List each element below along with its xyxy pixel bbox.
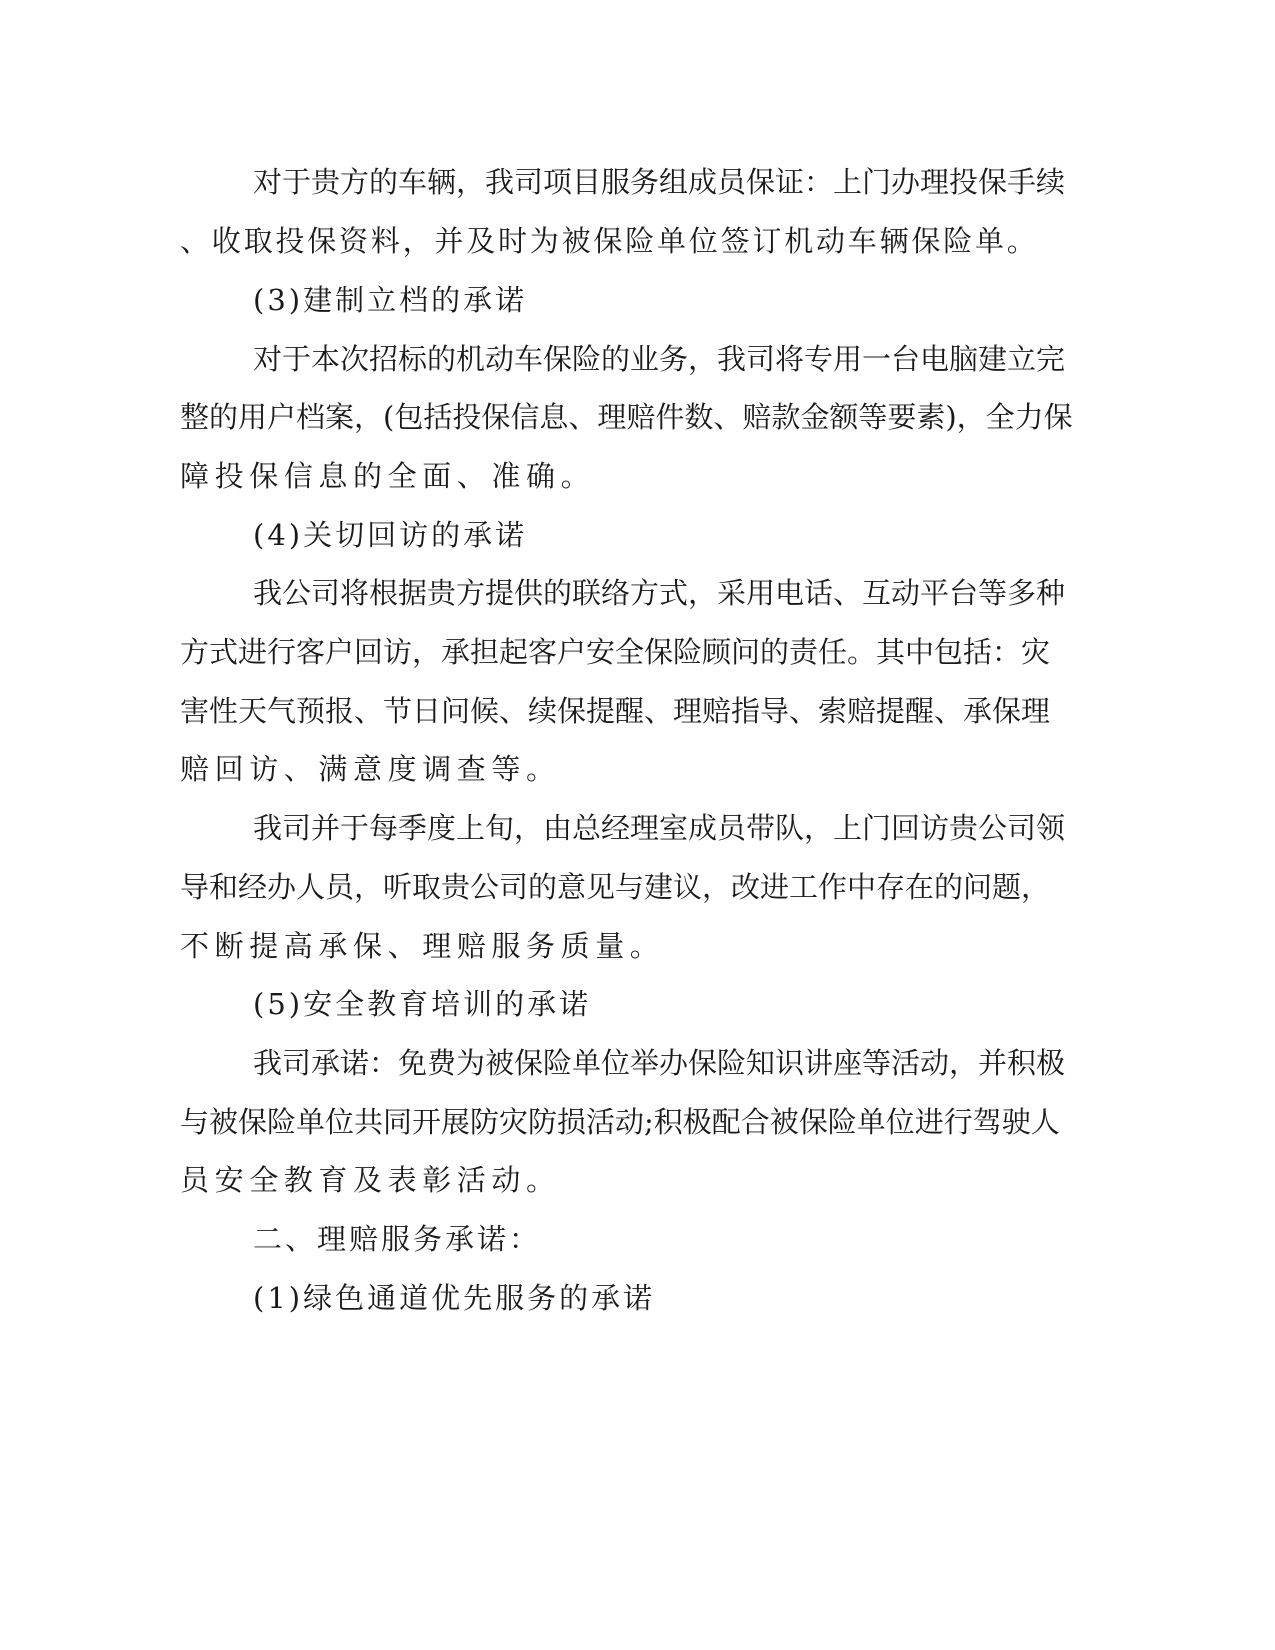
paragraph-line: 导和经办人员，听取贵公司的意见与建议，改进工作中存在的问题，: [180, 870, 1051, 904]
section-heading: (1)绿色通道优先服务的承诺: [253, 1281, 656, 1315]
section-heading: (4)关切回访的承诺: [253, 518, 528, 552]
paragraph-line: 障投保信息的全面、准确。: [180, 459, 596, 493]
paragraph-line: 不断提高承保、理赔服务质量。: [180, 929, 665, 963]
paragraph-line: 对于本次招标的机动车保险的业务，我司将专用一台电脑建立完: [253, 342, 1066, 376]
paragraph-line: 、收取投保资料，并及时为被保险单位签订机动车辆保险单。: [180, 224, 1039, 258]
paragraph-line: 对于贵方的车辆，我司项目服务组成员保证：上门办理投保手续: [253, 165, 1066, 199]
section-heading: 二、理赔服务承诺：: [253, 1222, 542, 1256]
paragraph-line: 整的用户档案，(包括投保信息、理赔件数、赔款金额等要素)，全力保: [180, 400, 1073, 434]
paragraph-line: 员安全教育及表彰活动。: [180, 1163, 561, 1197]
paragraph-line: 我司并于每季度上旬，由总经理室成员带队，上门回访贵公司领: [253, 811, 1066, 845]
paragraph-line: 与被保险单位共同开展防灾防损活动;积极配合被保险单位进行驾驶人: [180, 1105, 1060, 1139]
paragraph-line: 害性天气预报、节日问候、续保提醒、理赔指导、索赔提醒、承保理: [180, 694, 1051, 728]
section-heading: (5)安全教育培训的承诺: [253, 987, 592, 1021]
section-heading: (3)建制立档的承诺: [253, 283, 528, 317]
paragraph-line: 我公司将根据贵方提供的联络方式，采用电话、互动平台等多种: [253, 576, 1066, 610]
paragraph-line: 方式进行客户回访，承担起客户安全保险顾问的责任。其中包括：灾: [180, 635, 1051, 669]
paragraph-line: 赔回访、满意度调查等。: [180, 752, 561, 786]
paragraph-line: 我司承诺：免费为被保险单位举办保险知识讲座等活动，并积极: [253, 1046, 1066, 1080]
